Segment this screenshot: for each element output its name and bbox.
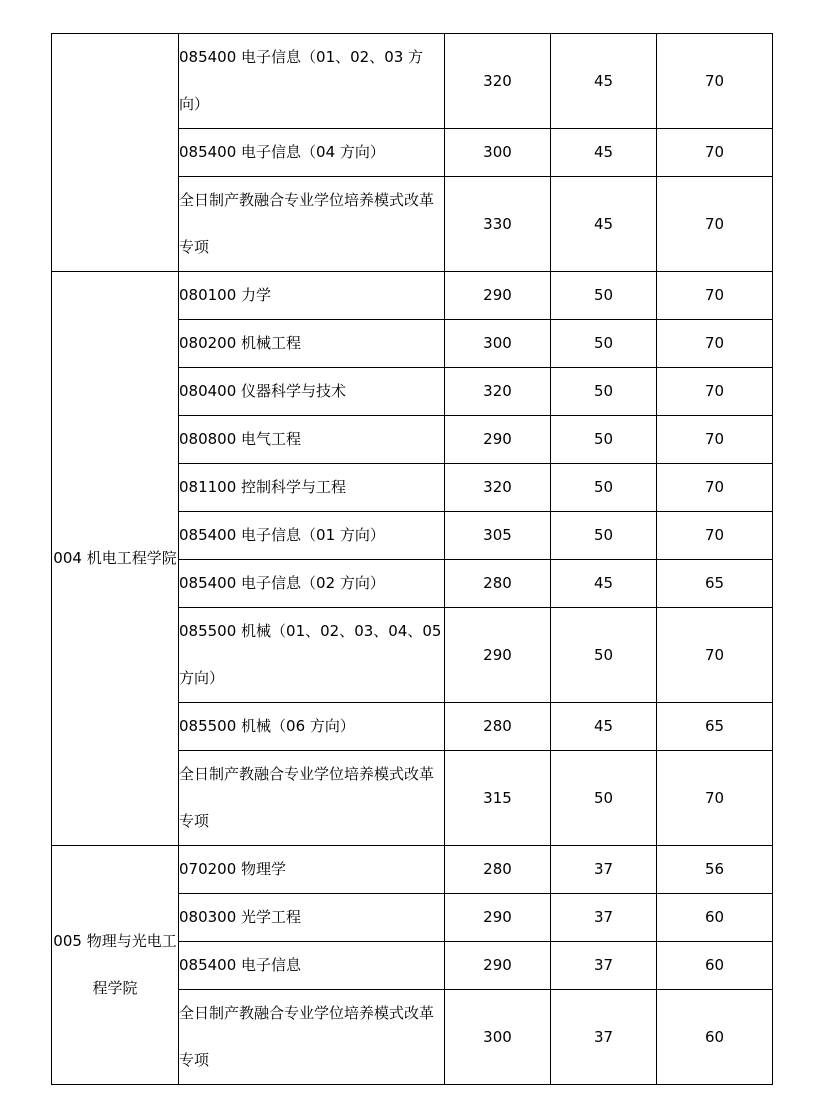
college-name: 005 物理与光电工程学院 xyxy=(53,932,177,997)
single-score-a-cell: 50 xyxy=(551,464,657,512)
single-score-a-cell: 50 xyxy=(551,368,657,416)
major-name: 080400 仪器科学与技术 xyxy=(179,382,347,400)
total-score-cell: 330 xyxy=(445,177,551,272)
total-score-cell: 300 xyxy=(445,990,551,1085)
major-cell xyxy=(179,512,445,560)
single-score-a-cell: 45 xyxy=(551,560,657,608)
single-score-b-cell: 70 xyxy=(657,751,773,846)
major-cell xyxy=(179,703,445,751)
single-score-b-cell: 70 xyxy=(657,416,773,464)
major-cell xyxy=(179,368,445,416)
single-score-b-cell: 60 xyxy=(657,990,773,1085)
table-row xyxy=(52,846,773,894)
total-score-cell: 315 xyxy=(445,751,551,846)
single-score-b-cell: 65 xyxy=(657,703,773,751)
total-score-cell: 290 xyxy=(445,416,551,464)
college-cell xyxy=(52,846,179,1085)
single-score-a-cell: 37 xyxy=(551,894,657,942)
major-name: 070200 物理学 xyxy=(179,860,287,878)
major-name: 080300 光学工程 xyxy=(179,908,302,926)
major-name: 全日制产教融合专业学位培养模式改革专项 xyxy=(179,1004,435,1069)
single-score-b-cell: 70 xyxy=(657,608,773,703)
total-score-cell: 280 xyxy=(445,846,551,894)
major-cell xyxy=(179,464,445,512)
single-score-b-cell: 70 xyxy=(657,464,773,512)
single-score-b-cell: 70 xyxy=(657,272,773,320)
single-score-b-cell: 60 xyxy=(657,894,773,942)
total-score-cell: 320 xyxy=(445,34,551,129)
total-score-cell: 290 xyxy=(445,272,551,320)
table-row xyxy=(52,34,773,129)
major-name: 全日制产教融合专业学位培养模式改革专项 xyxy=(179,191,435,256)
single-score-b-cell: 70 xyxy=(657,368,773,416)
major-name: 080800 电气工程 xyxy=(179,430,302,448)
total-score-cell: 290 xyxy=(445,608,551,703)
major-name: 080100 力学 xyxy=(179,286,272,304)
single-score-b-cell: 65 xyxy=(657,560,773,608)
major-cell xyxy=(179,272,445,320)
single-score-a-cell: 50 xyxy=(551,751,657,846)
college-name: 004 机电工程学院 xyxy=(53,549,177,567)
single-score-b-cell: 70 xyxy=(657,129,773,177)
major-cell xyxy=(179,320,445,368)
single-score-a-cell: 37 xyxy=(551,846,657,894)
total-score-cell: 320 xyxy=(445,368,551,416)
single-score-a-cell: 45 xyxy=(551,177,657,272)
major-name: 085400 电子信息（01 方向） xyxy=(179,526,385,544)
table-row xyxy=(52,272,773,320)
single-score-a-cell: 50 xyxy=(551,608,657,703)
single-score-a-cell: 50 xyxy=(551,272,657,320)
total-score-cell: 290 xyxy=(445,894,551,942)
major-cell xyxy=(179,34,445,129)
major-cell xyxy=(179,990,445,1085)
major-cell xyxy=(179,608,445,703)
major-name: 085400 电子信息（02 方向） xyxy=(179,574,385,592)
single-score-a-cell: 50 xyxy=(551,320,657,368)
major-cell xyxy=(179,560,445,608)
major-cell xyxy=(179,177,445,272)
major-name: 085400 电子信息 xyxy=(179,956,302,974)
single-score-a-cell: 37 xyxy=(551,990,657,1085)
single-score-b-cell: 70 xyxy=(657,34,773,129)
major-cell xyxy=(179,942,445,990)
single-score-b-cell: 70 xyxy=(657,320,773,368)
major-cell xyxy=(179,129,445,177)
major-name: 085400 电子信息（01、02、03 方向） xyxy=(179,48,424,113)
score-table xyxy=(51,33,773,1085)
total-score-cell: 320 xyxy=(445,464,551,512)
total-score-cell: 305 xyxy=(445,512,551,560)
major-name: 全日制产教融合专业学位培养模式改革专项 xyxy=(179,765,435,830)
major-cell xyxy=(179,846,445,894)
major-cell xyxy=(179,894,445,942)
single-score-a-cell: 50 xyxy=(551,416,657,464)
major-name: 085400 电子信息（04 方向） xyxy=(179,143,385,161)
college-cell xyxy=(52,272,179,846)
total-score-cell: 280 xyxy=(445,703,551,751)
single-score-a-cell: 50 xyxy=(551,512,657,560)
single-score-a-cell: 45 xyxy=(551,34,657,129)
total-score-cell: 300 xyxy=(445,129,551,177)
total-score-cell: 290 xyxy=(445,942,551,990)
major-name: 081100 控制科学与工程 xyxy=(179,478,347,496)
major-cell xyxy=(179,416,445,464)
single-score-b-cell: 60 xyxy=(657,942,773,990)
single-score-b-cell: 70 xyxy=(657,512,773,560)
single-score-a-cell: 45 xyxy=(551,129,657,177)
single-score-b-cell: 56 xyxy=(657,846,773,894)
major-name: 080200 机械工程 xyxy=(179,334,302,352)
single-score-b-cell: 70 xyxy=(657,177,773,272)
single-score-a-cell: 37 xyxy=(551,942,657,990)
single-score-a-cell: 45 xyxy=(551,703,657,751)
total-score-cell: 280 xyxy=(445,560,551,608)
major-cell xyxy=(179,751,445,846)
major-name: 085500 机械（06 方向） xyxy=(179,717,355,735)
total-score-cell: 300 xyxy=(445,320,551,368)
college-cell xyxy=(52,34,179,272)
major-name: 085500 机械（01、02、03、04、05 方向） xyxy=(179,622,442,687)
